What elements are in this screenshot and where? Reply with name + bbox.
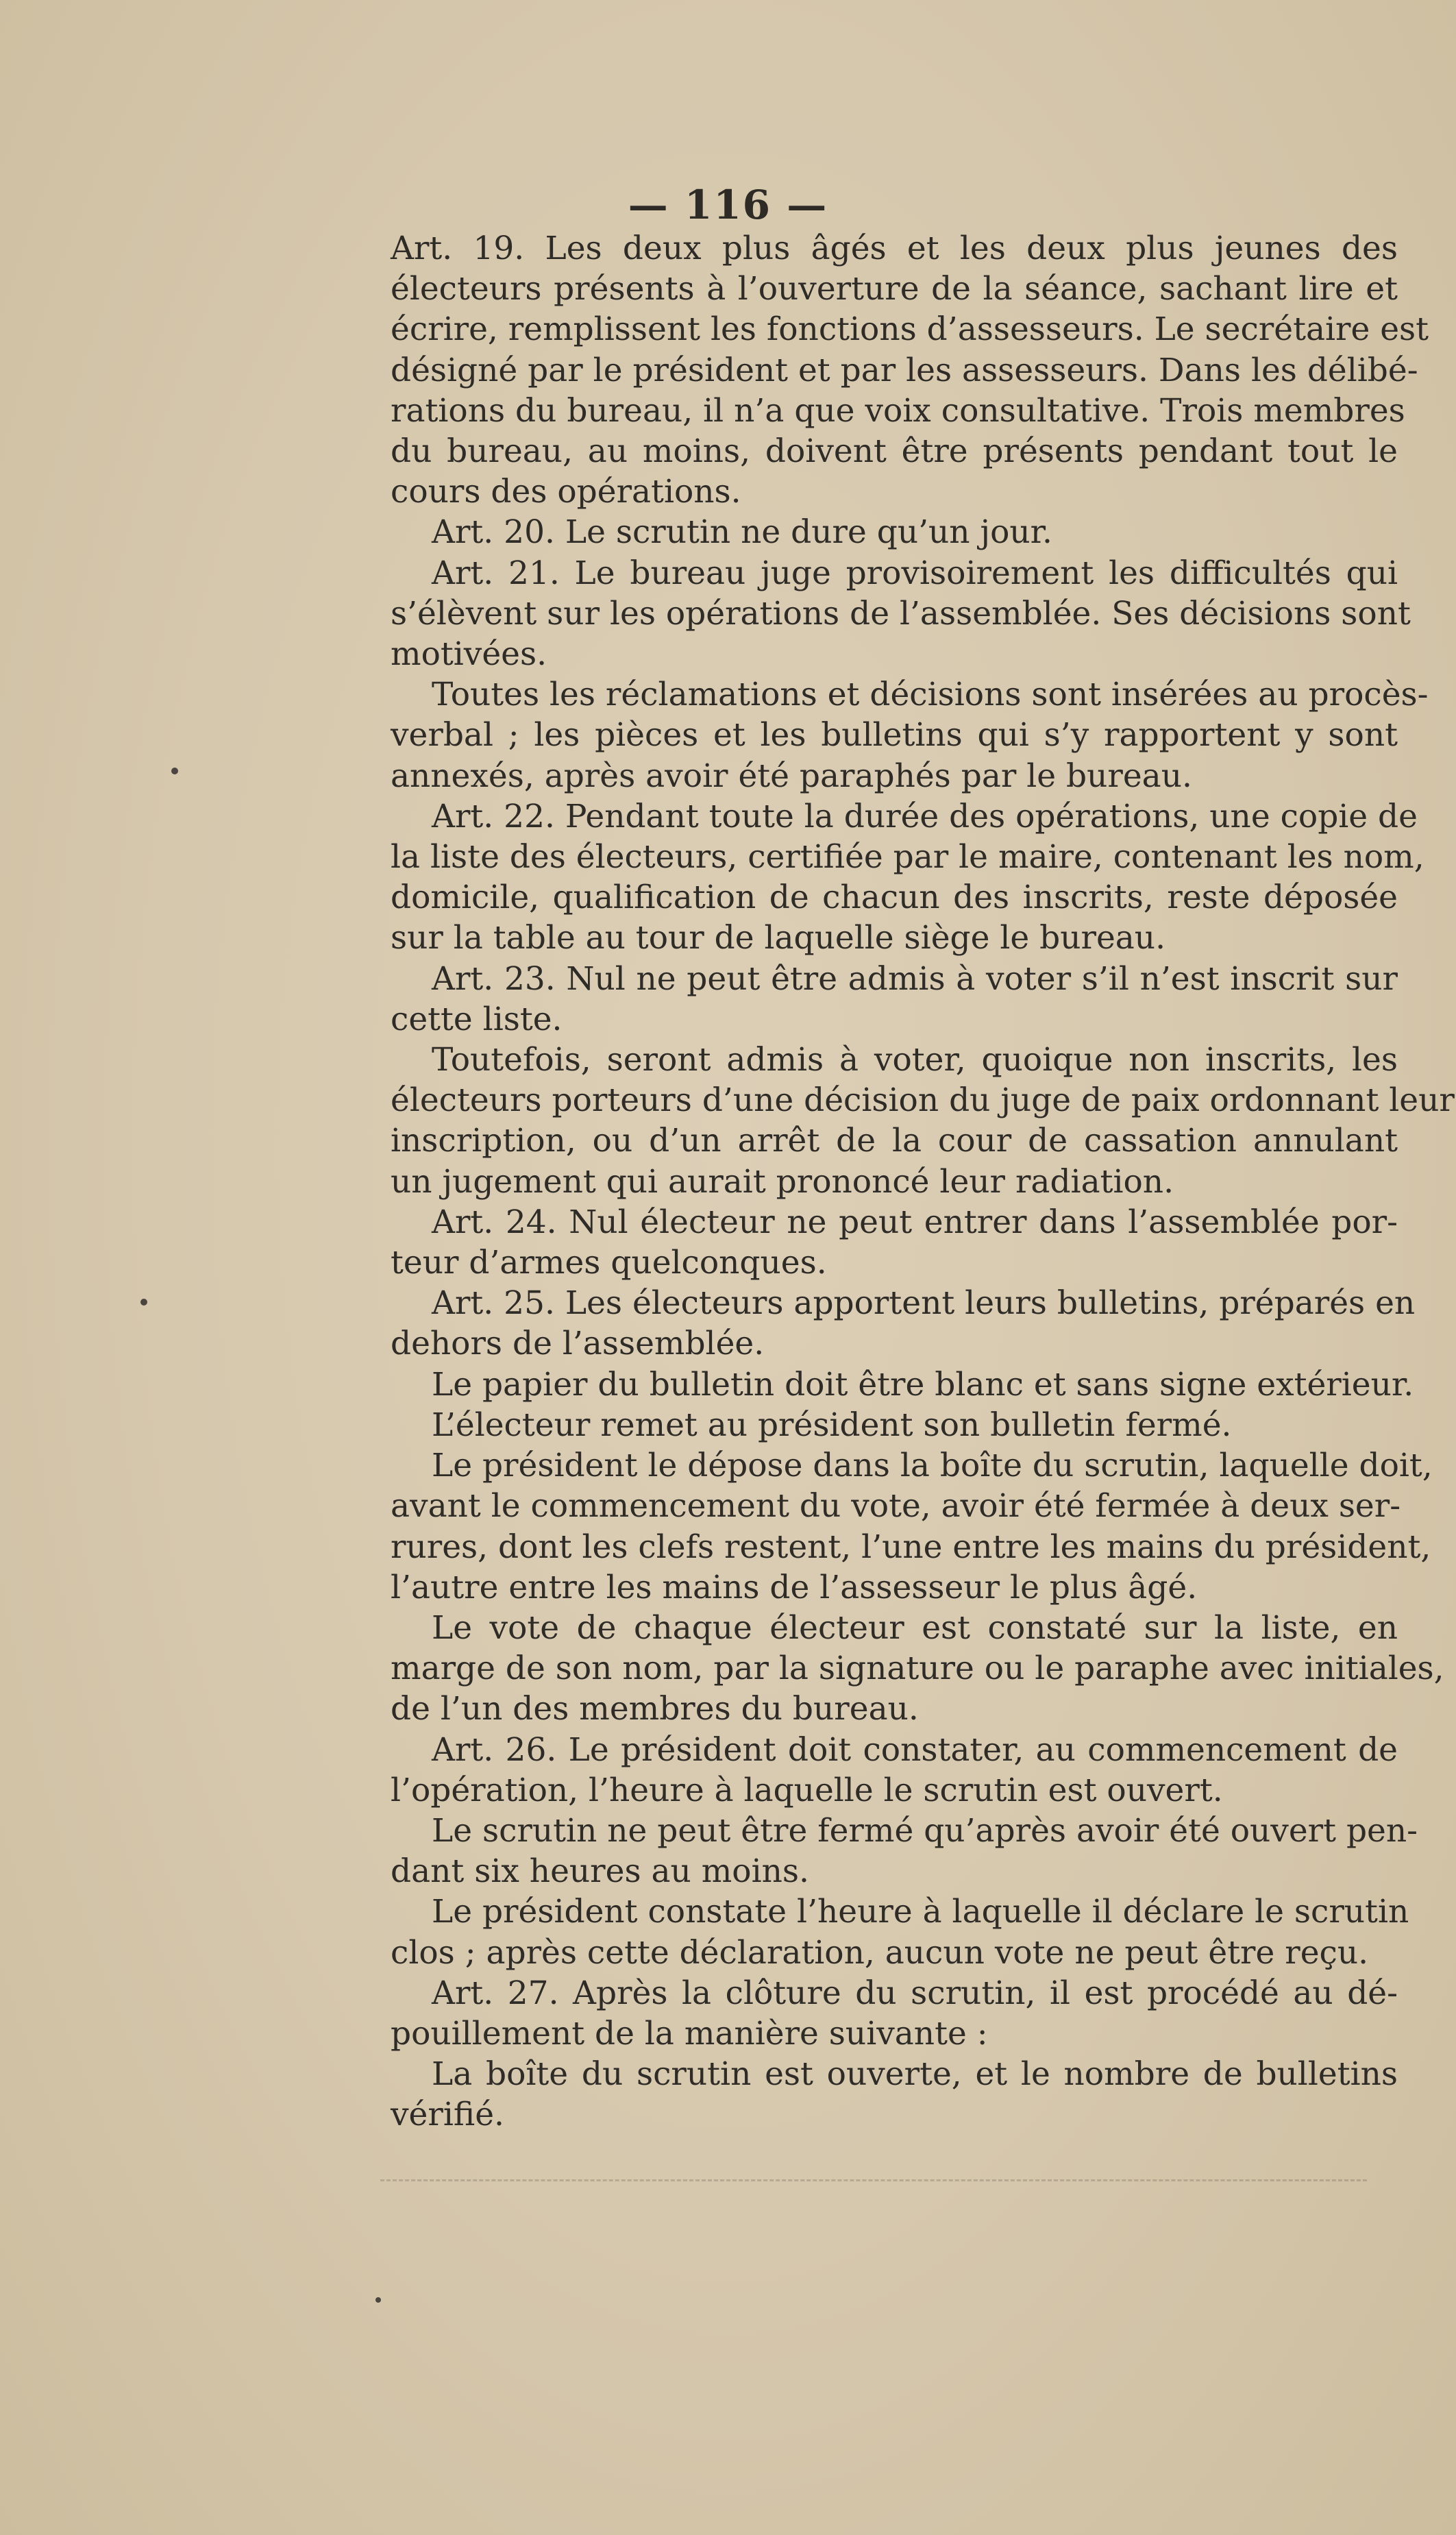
paragraph [349,1405,1398,1445]
text-line: marge de son nom, par la signature ou le paraphe avec initiales, [391,1650,1444,1688]
text-line: de l’un des membres du bureau. [391,1690,919,1728]
paragraph [349,1973,1398,2054]
paragraph [349,1040,1455,1202]
text-line: clos ; après cette déclaration, aucun vote ne peut être reçu. [391,1933,1369,1972]
text-line: désigné par le président et par les assesseurs. Dans les délibé- [391,351,1418,389]
text-line: pouillement de la manière suivante : [391,2014,988,2053]
text-line: domicile, qualification de chacun des inscrits, reste déposée [391,879,1398,917]
text-line: s’élèvent sur les opérations de l’assemblée. Ses décisions sont [391,594,1411,633]
text-line: Art. 19. Les deux plus âgés et les deux plus jeunes des [391,230,1398,267]
text-line: Art. 26. Le président doit constater, au commencement de [432,1730,1398,1769]
text-line: Le vote de chaque électeur est constaté sur la liste, en [432,1608,1398,1647]
text-line: Art. 27. Après la clôture du scrutin, il est procédé au dé- [432,1974,1398,2012]
paragraph [349,1202,1398,1283]
body-text [349,228,1455,2135]
page-fold-line [380,2179,1367,2181]
text-line: Art. 22. Pendant toute la durée des opérations, une copie de [432,797,1418,835]
paragraph [349,512,1398,552]
text-line: teur d’armes quelconques. [391,1244,827,1282]
text-line: Le scrutin ne peut être fermé qu’après avoir été ouvert pen- [432,1811,1418,1850]
text-line: annexés, après avoir été paraphés par le bureau. [391,757,1192,795]
paragraph [349,796,1424,959]
text-line: Le président constate l’heure à laquelle il déclare le scrutin [432,1893,1409,1931]
paragraph [349,1283,1416,1364]
text-line: sur la table au tour de laquelle siège le bureau. [391,919,1166,957]
page-number: — 116 — [628,182,828,228]
text-line: Toutes les réclamations et décisions sont insérées au procès- [432,676,1429,714]
paragraph [349,959,1398,1040]
paragraph [349,1445,1433,1608]
paragraph [349,2054,1398,2135]
text-line: rations du bureau, il n’a que voix consultative. Trois membres [391,391,1405,430]
text-line: rures, dont les clefs restent, l’une entre les mains du président, [391,1528,1431,1566]
text-line: écrire, remplissent les fonctions d’assesseurs. Le secrétaire est [391,310,1429,349]
text-line: Art. 24. Nul électeur ne peut entrer dans l’assemblée por- [432,1203,1398,1241]
text-line: verbal ; les pièces et les bulletins qui s’y rapportent y sont [391,716,1398,755]
text-line: avant le commencement du vote, avoir été fermée à deux ser- [391,1487,1401,1526]
paragraph [349,1364,1414,1405]
text-line: électeurs présents à l’ouverture de la séance, sachant lire et [391,270,1398,308]
text-line: dehors de l’assemblée. [391,1325,765,1363]
ink-speck [171,768,178,774]
text-line: Art. 23. Nul ne peut être admis à voter s’il n’est inscrit sur [432,959,1398,998]
text-line: la liste des électeurs, certifiée par le maire, contenant les nom, [391,838,1424,877]
text-line: électeurs porteurs d’une décision du juge de paix ordonnant leur [391,1081,1455,1120]
text-line: inscription, ou d’un arrêt de la cour de cassation annulant [391,1122,1398,1160]
paragraph [349,1608,1444,1730]
text-line: Le papier du bulletin doit être blanc et sans signe extérieur. [432,1365,1414,1404]
text-line: motivées. [391,635,547,674]
text-line: vérifié. [391,2096,504,2134]
ink-speck [375,2297,381,2303]
text-line: cours des opérations. [391,473,741,511]
text-line: cette liste. [391,1000,563,1038]
text-line: du bureau, au moins, doivent être présents pendant tout le [391,432,1398,471]
paragraph [349,553,1411,675]
ink-speck [140,1299,147,1306]
text-line: l’opération, l’heure à laquelle le scrutin est ouvert. [391,1771,1223,1809]
paragraph [349,228,1429,512]
paragraph [349,1730,1398,1811]
text-line: L’électeur remet au président son bulletin fermé. [432,1406,1232,1444]
paragraph [349,674,1429,796]
text-line: La boîte du scrutin est ouverte, et le nombre de bulletins [432,2055,1398,2094]
text-line: Art. 20. Le scrutin ne dure qu’un jour. [432,513,1052,552]
text-line: Toutefois, seront admis à voter, quoique non inscrits, les [432,1041,1398,1079]
paragraph [349,1811,1418,1891]
text-line: Art. 25. Les électeurs apportent leurs bulletins, préparés en [432,1284,1416,1323]
text-line: dant six heures au moins. [391,1852,809,1891]
text-line: un jugement qui aurait prononcé leur radiation. [391,1162,1174,1201]
paragraph [349,1891,1409,1972]
text-line: Art. 21. Le bureau juge provisoirement les difficultés qui [432,554,1398,592]
text-line: l’autre entre les mains de l’assesseur le plus âgé. [391,1568,1198,1606]
text-line: Le président le dépose dans la boîte du scrutin, laquelle doit, [432,1447,1433,1485]
